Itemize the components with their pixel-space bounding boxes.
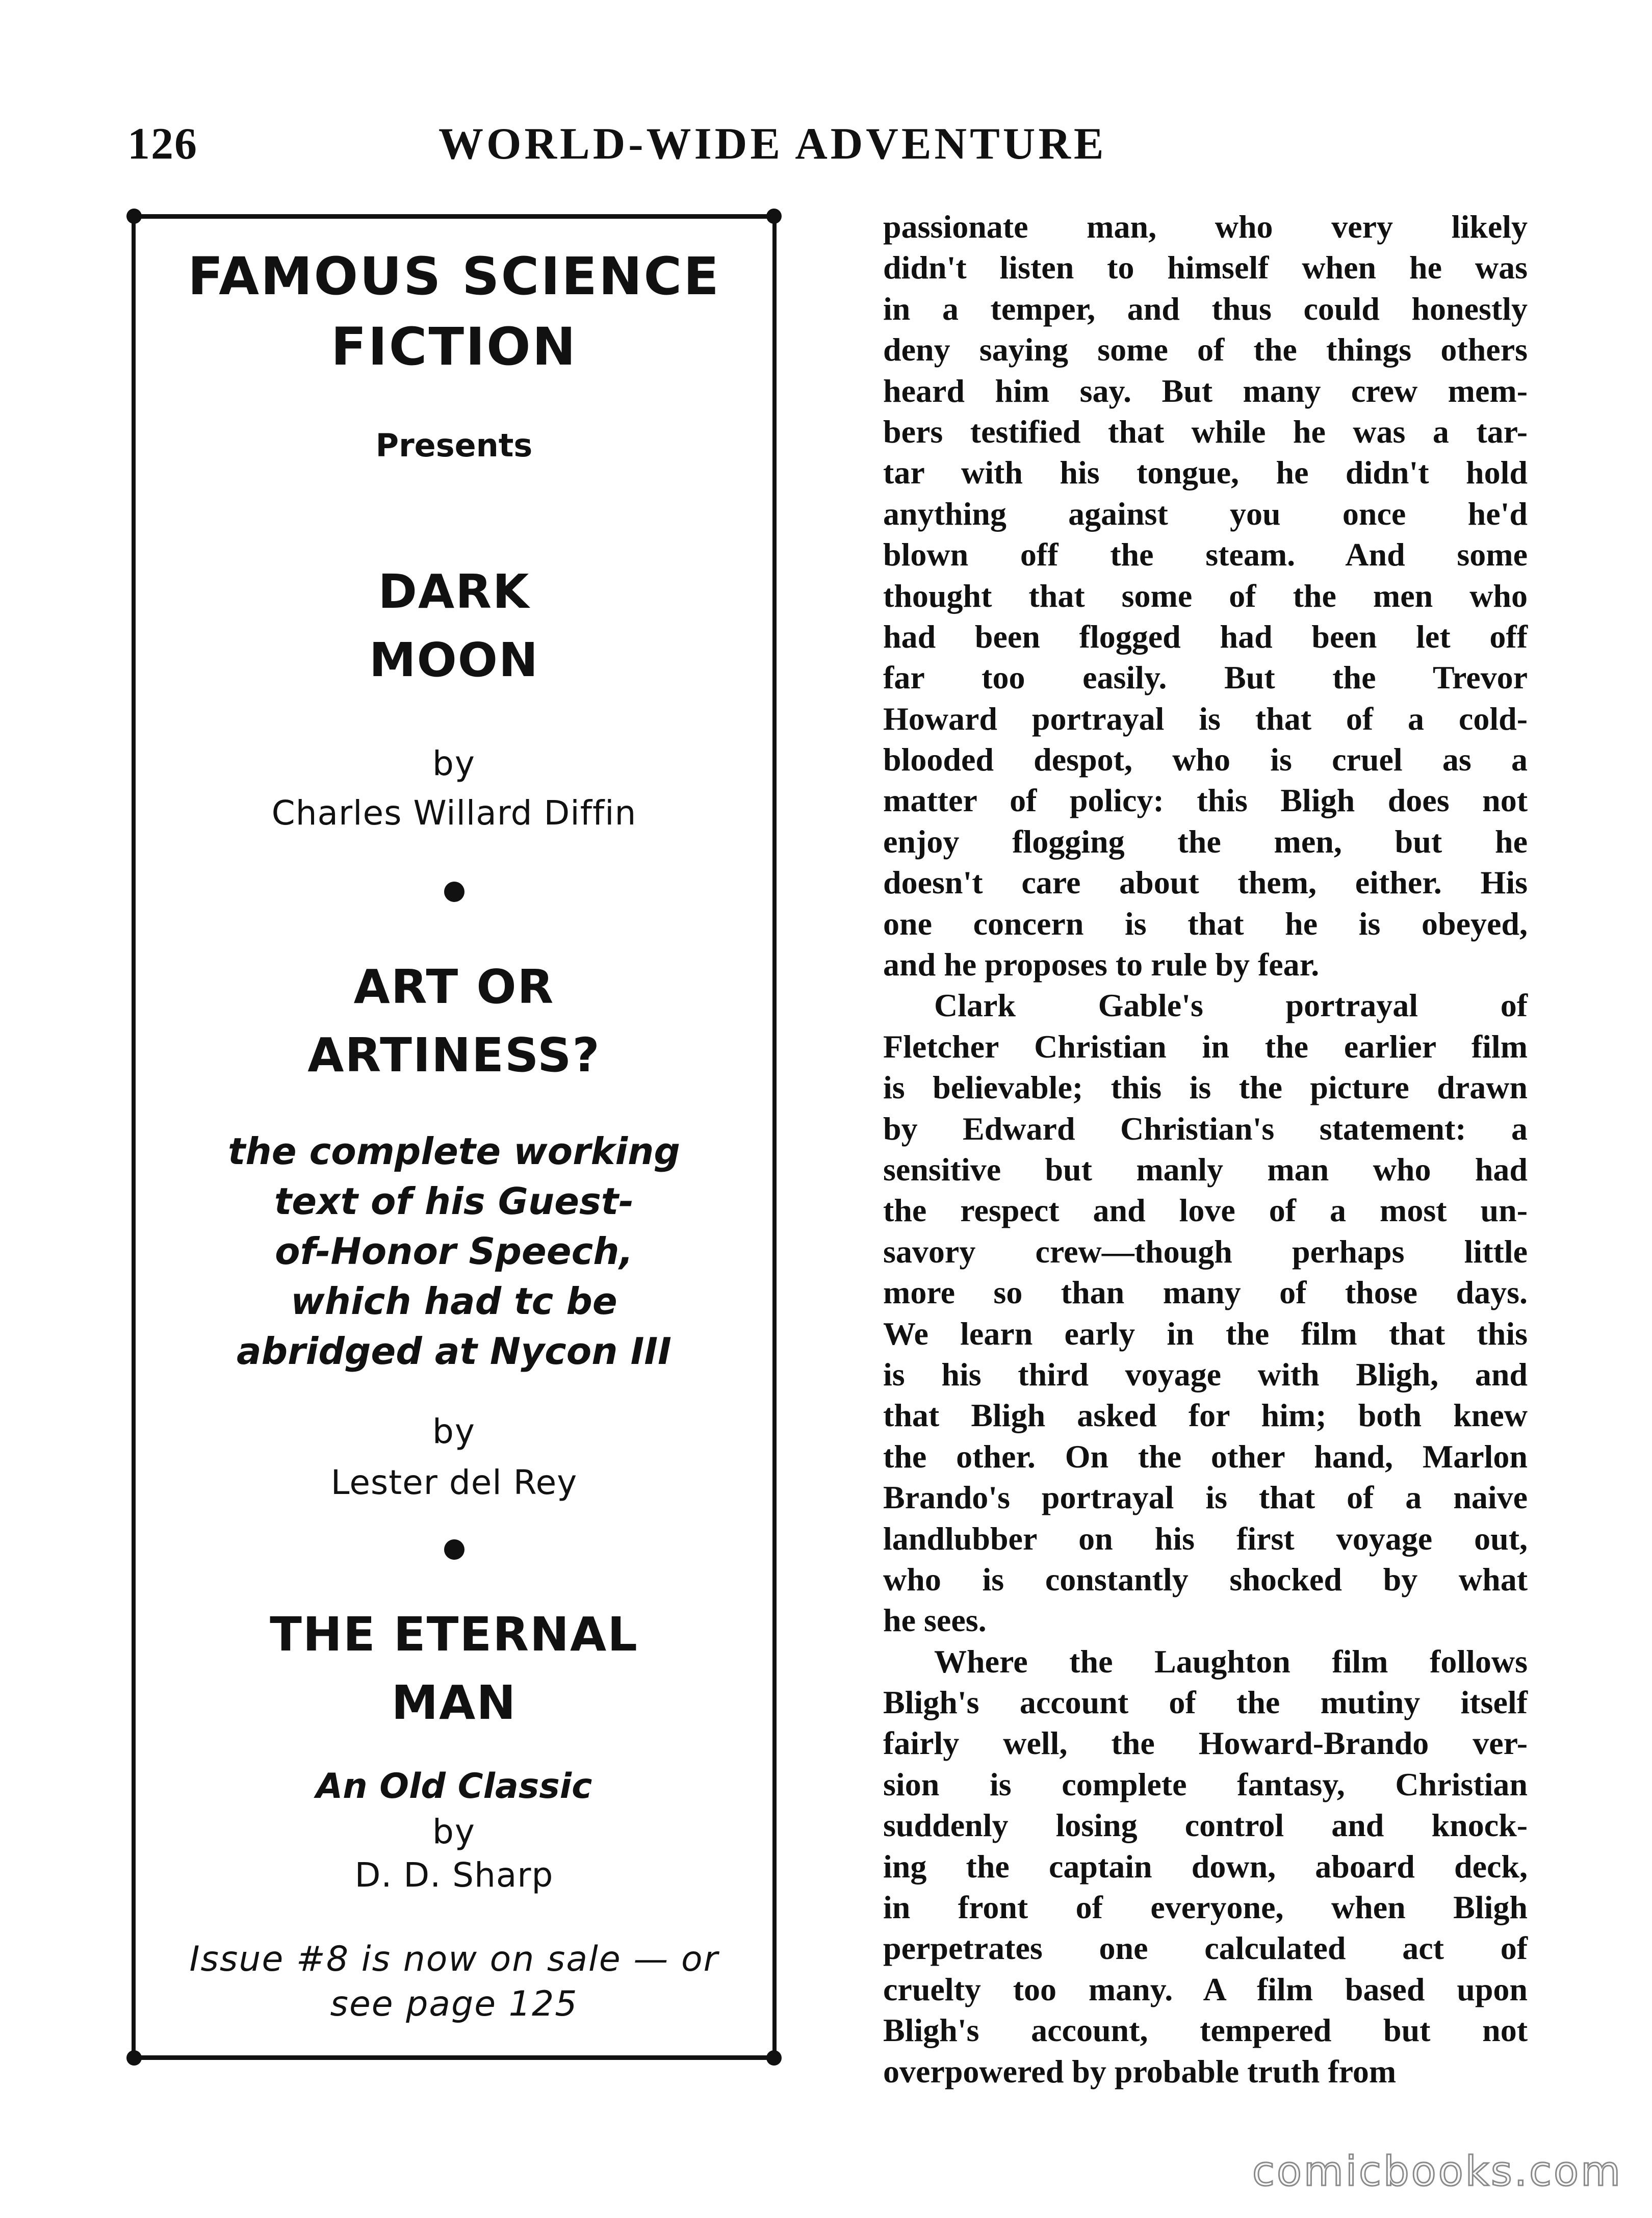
text-line: he sees. bbox=[883, 1602, 987, 1639]
ad-title-line: FAMOUS SCIENCE bbox=[188, 246, 720, 307]
text-line: the other. On the other hand, Marlon bbox=[883, 1438, 1528, 1475]
story1-title bbox=[136, 558, 772, 694]
text-line: Fletcher Christian in the earlier film bbox=[883, 1028, 1528, 1065]
text-line: overpowered by probable truth from bbox=[883, 2053, 1397, 2090]
text-line: matter of policy: this Bligh does not bbox=[883, 782, 1528, 819]
text-line: bers testified that while he was a tar- bbox=[883, 413, 1528, 450]
description-line: text of his Guest- bbox=[274, 1180, 634, 1223]
text-line: tar with his tongue, he didn't hold bbox=[883, 454, 1528, 491]
text-line: Brando's portrayal is that of a naive bbox=[883, 1479, 1528, 1516]
bullet-icon bbox=[444, 1539, 464, 1560]
page-number: 126 bbox=[127, 119, 198, 169]
text-line: who is constantly shocked by what bbox=[883, 1561, 1528, 1597]
advertisement-box bbox=[132, 214, 777, 2060]
story1-by: by bbox=[432, 744, 476, 783]
text-line: doesn't care about them, either. His bbox=[883, 864, 1528, 901]
text-line: had been flogged had been let off bbox=[883, 618, 1528, 655]
ad-title-line: FICTION bbox=[330, 317, 578, 377]
footer-line: see page 125 bbox=[330, 1984, 578, 2024]
text-line: landlubber on his first voyage out, bbox=[883, 1520, 1528, 1557]
bullet-icon bbox=[444, 882, 464, 902]
description-line: which had tc be bbox=[291, 1280, 617, 1323]
text-line: Howard portrayal is that of a cold- bbox=[883, 700, 1528, 737]
text-line: more so than many of those days. bbox=[883, 1274, 1528, 1311]
text-line: suddenly losing control and knock- bbox=[883, 1807, 1528, 1844]
text-line: Bligh's account of the mutiny itself bbox=[883, 1684, 1528, 1721]
text-line: Bligh's account, tempered but not bbox=[883, 2012, 1528, 2049]
text-line: perpetrates one calculated act of bbox=[883, 1930, 1528, 1967]
description-line: of-Honor Speech, bbox=[275, 1230, 633, 1273]
text-line: didn't listen to himself when he was bbox=[883, 249, 1528, 286]
text-line: We learn early in the film that this bbox=[883, 1315, 1528, 1352]
text-line: ing the captain down, aboard deck, bbox=[883, 1848, 1528, 1885]
story1-author: Charles Willard Diffin bbox=[271, 793, 637, 833]
text-line: savory crew—though perhaps little bbox=[883, 1233, 1528, 1270]
text-line: blown off the steam. And some bbox=[883, 536, 1528, 573]
corner-ornament bbox=[126, 2050, 142, 2066]
text-line: passionate man, who very likely bbox=[883, 209, 1528, 245]
text-line: sion is complete fantasy, Christian bbox=[883, 1766, 1528, 1802]
story2-by: by bbox=[432, 1412, 476, 1451]
corner-ornament bbox=[766, 2050, 782, 2066]
text-line: heard him say. But many crew mem- bbox=[883, 372, 1528, 409]
text-line: deny saying some of the things others bbox=[883, 331, 1528, 368]
text-line: cruelty too many. A film based upon bbox=[883, 1971, 1528, 2007]
story-title-line: MAN bbox=[391, 1675, 517, 1730]
text-line: thought that some of the men who bbox=[883, 577, 1528, 614]
text-line: one concern is that he is obeyed, bbox=[883, 905, 1528, 942]
text-line: in a temper, and thus could honestly bbox=[883, 290, 1528, 327]
story-title-line: DARK bbox=[378, 564, 530, 619]
text-line: in front of everyone, when Bligh bbox=[883, 1889, 1528, 1926]
text-line: anything against you once he'd bbox=[883, 495, 1528, 532]
text-line: that Bligh asked for him; both knew bbox=[883, 1397, 1528, 1434]
article-body bbox=[883, 207, 1528, 2092]
story3-author: D. D. Sharp bbox=[354, 1855, 554, 1895]
story-title-line: ART OR bbox=[353, 960, 555, 1014]
text-line: enjoy flogging the men, but he bbox=[883, 823, 1528, 860]
text-line: by Edward Christian's statement: a bbox=[883, 1110, 1528, 1147]
story-title-line: THE ETERNAL bbox=[270, 1607, 638, 1662]
description-line: abridged at Nycon III bbox=[237, 1330, 672, 1373]
text-line: blooded despot, who is cruel as a bbox=[883, 741, 1528, 778]
story3-title bbox=[136, 1601, 772, 1737]
ad-presents: Presents bbox=[375, 427, 533, 464]
description-line: the complete working bbox=[228, 1130, 680, 1173]
text-line: fairly well, the Howard-Brando ver- bbox=[883, 1725, 1528, 1762]
footer-line: Issue #8 is now on sale — or bbox=[189, 1939, 719, 1979]
story3-subtitle: An Old Classic bbox=[316, 1766, 592, 1807]
text-line: is believable; this is the picture drawn bbox=[883, 1069, 1528, 1106]
running-head: WORLD-WIDE ADVENTURE bbox=[438, 119, 1107, 169]
story2-description bbox=[136, 1126, 772, 1376]
text-line: Where the Laughton film follows bbox=[934, 1643, 1528, 1680]
watermark: comicbooks.com bbox=[1252, 2148, 1622, 2195]
ad-magazine-title bbox=[136, 242, 772, 382]
text-line: is his third voyage with Bligh, and bbox=[883, 1356, 1528, 1392]
story2-author: Lester del Rey bbox=[330, 1463, 578, 1502]
text-line: and he proposes to rule by fear. bbox=[883, 946, 1320, 983]
ad-footer bbox=[136, 1937, 772, 2027]
text-line: far too easily. But the Trevor bbox=[883, 659, 1528, 696]
text-line: the respect and love of a most un- bbox=[883, 1192, 1528, 1229]
text-line: Clark Gable's portrayal of bbox=[934, 987, 1528, 1024]
story-title-line: ARTINESS? bbox=[307, 1028, 601, 1082]
story-title-line: MOON bbox=[369, 633, 539, 687]
story2-title bbox=[136, 953, 772, 1090]
corner-ornament bbox=[766, 209, 782, 224]
story3-by: by bbox=[432, 1812, 476, 1851]
text-line: sensitive but manly man who had bbox=[883, 1151, 1528, 1188]
corner-ornament bbox=[126, 209, 142, 224]
